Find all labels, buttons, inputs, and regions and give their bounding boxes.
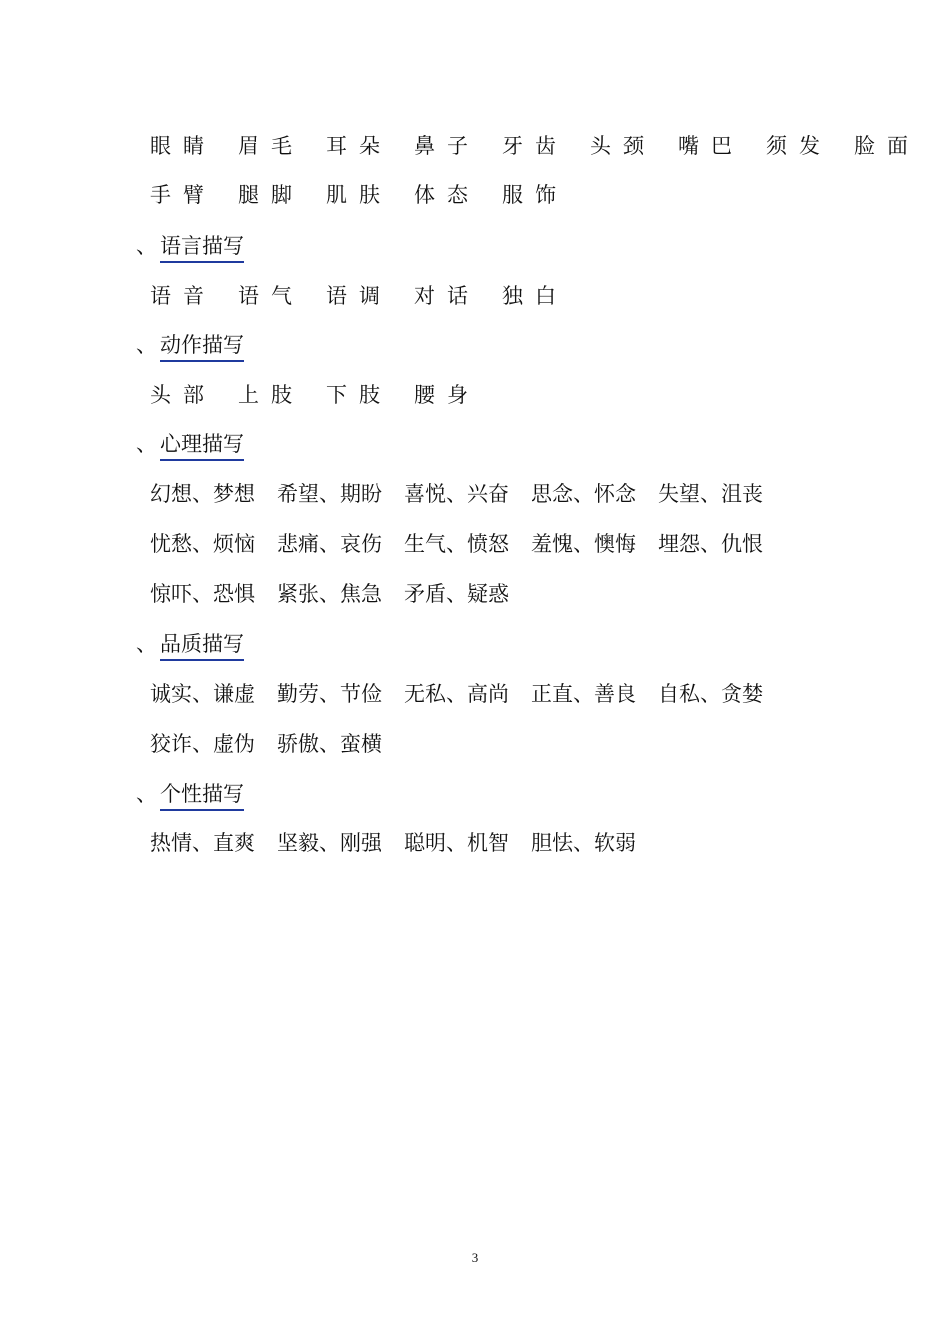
word-item: 脸面: [854, 134, 920, 158]
word-item: 骄傲、蛮横: [277, 732, 382, 756]
word-item: 聪明、机智: [404, 831, 509, 855]
word-item: 自私、贪婪: [658, 682, 763, 706]
word-item: 耳朵: [326, 134, 392, 158]
heading-separator: 、: [136, 234, 157, 258]
word-item: 语气: [238, 284, 304, 308]
heading-separator: 、: [136, 632, 157, 656]
word-item: 思念、怀念: [531, 482, 636, 506]
word-item: 悲痛、哀伤: [277, 532, 382, 556]
word-item: 无私、高尚: [404, 682, 509, 706]
word-item: 体态: [414, 183, 480, 207]
word-item: 诚实、谦虚: [150, 682, 255, 706]
word-item: 胆怯、软弱: [531, 831, 636, 855]
word-item: 眉毛: [238, 134, 304, 158]
word-item: 埋怨、仇恨: [658, 532, 763, 556]
word-item: 须发: [766, 134, 832, 158]
word-item: 服饰: [502, 183, 568, 207]
word-item: 语音: [150, 284, 216, 308]
psychology-row-3: [150, 580, 531, 608]
word-item: 肌肤: [326, 183, 392, 207]
language-row-1: [150, 282, 590, 310]
word-item: 上肢: [238, 383, 304, 407]
psychology-row-1: [150, 480, 785, 508]
heading-separator: 、: [136, 333, 157, 357]
section-heading-action: [136, 331, 244, 362]
heading-title: 品质描写: [160, 630, 244, 661]
heading-title: 语言描写: [160, 232, 244, 263]
word-item: 喜悦、兴奋: [404, 482, 509, 506]
word-item: 腿脚: [238, 183, 304, 207]
word-item: 幻想、梦想: [150, 482, 255, 506]
word-item: 紧张、焦急: [277, 582, 382, 606]
word-item: 鼻子: [414, 134, 480, 158]
word-item: 坚毅、刚强: [277, 831, 382, 855]
word-item: 矛盾、疑惑: [404, 582, 509, 606]
word-item: 正直、善良: [531, 682, 636, 706]
word-item: 下肢: [326, 383, 392, 407]
heading-title: 心理描写: [160, 430, 244, 461]
word-item: 嘴巴: [678, 134, 744, 158]
heading-separator: 、: [136, 782, 157, 806]
character-row-1: [150, 680, 785, 708]
word-item: 独白: [502, 284, 568, 308]
word-item: 勤劳、节俭: [277, 682, 382, 706]
appearance-row-1: [150, 132, 942, 160]
personality-row-1: [150, 829, 658, 857]
word-item: 头部: [150, 383, 216, 407]
word-item: 对话: [414, 284, 480, 308]
section-heading-psychology: [136, 430, 244, 461]
character-row-2: [150, 730, 404, 758]
section-heading-character: [136, 630, 244, 661]
word-item: 狡诈、虚伪: [150, 732, 255, 756]
word-item: 手臂: [150, 183, 216, 207]
heading-separator: 、: [136, 432, 157, 456]
page-number: 3: [471, 1250, 479, 1265]
word-item: 失望、沮丧: [658, 482, 763, 506]
word-item: 惊吓、恐惧: [150, 582, 255, 606]
section-heading-language: [136, 232, 244, 263]
word-item: 眼睛: [150, 134, 216, 158]
word-item: 希望、期盼: [277, 482, 382, 506]
word-item: 羞愧、懊悔: [531, 532, 636, 556]
word-item: 腰身: [414, 383, 480, 407]
word-item: 热情、直爽: [150, 831, 255, 855]
heading-title: 动作描写: [160, 331, 244, 362]
word-item: 语调: [326, 284, 392, 308]
action-row-1: [150, 381, 502, 409]
word-item: 生气、愤怒: [404, 532, 509, 556]
section-heading-personality: [136, 780, 244, 811]
heading-title: 个性描写: [160, 780, 244, 811]
appearance-row-2: [150, 181, 590, 209]
word-item: 头颈: [590, 134, 656, 158]
word-item: 忧愁、烦恼: [150, 532, 255, 556]
word-item: 牙齿: [502, 134, 568, 158]
psychology-row-2: [150, 530, 785, 558]
